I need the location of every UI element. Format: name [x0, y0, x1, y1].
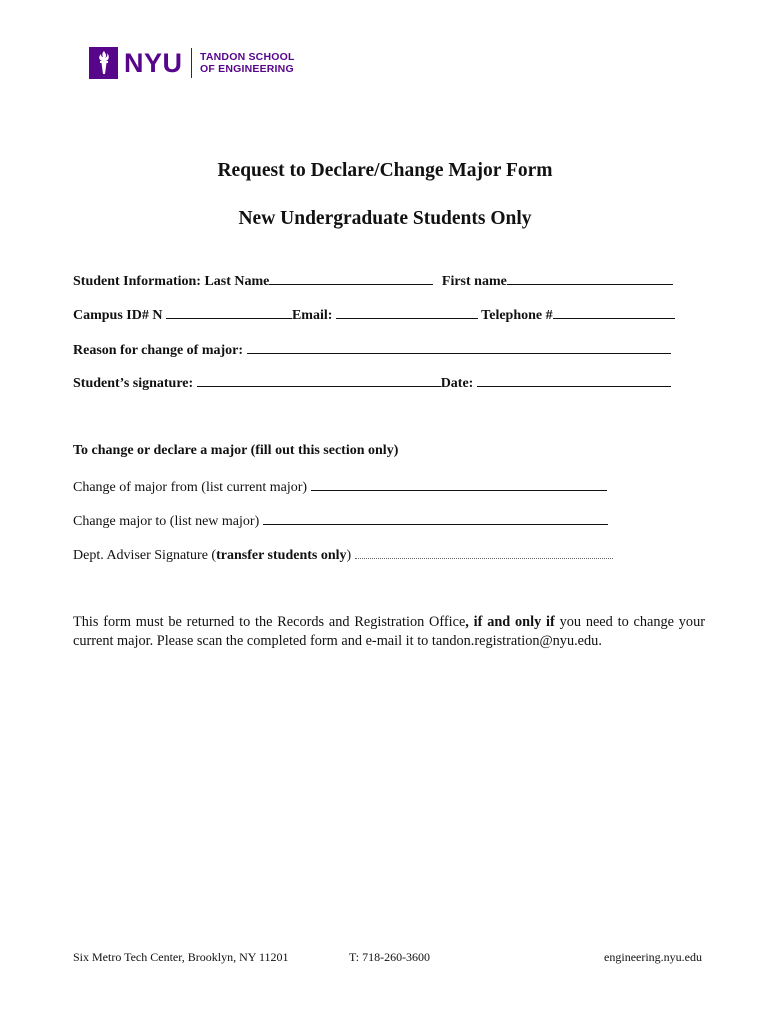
change-from-row [73, 477, 607, 497]
reason-row [73, 340, 671, 360]
campus-id-field[interactable] [166, 305, 292, 319]
change-to-field[interactable] [263, 511, 608, 525]
signature-field[interactable] [197, 373, 441, 387]
nyu-tandon-logo [89, 47, 295, 79]
instructions-part2: , if and only if [465, 614, 555, 630]
footer-phone: T: 718-260-3600 [349, 950, 431, 964]
change-from-field[interactable] [311, 477, 607, 491]
first-name-field[interactable] [507, 271, 673, 285]
reason-label: Reason for change of major: [73, 343, 244, 358]
change-to-row [73, 511, 608, 531]
change-from-label: Change of major from (list current major) [73, 480, 308, 495]
last-name-field[interactable] [269, 271, 433, 285]
instructions-part1: This form must be returned to the Records and Registration Office [73, 614, 466, 630]
major-section-heading: To change or declare a major (fill out this section only) [73, 443, 399, 458]
campus-id-label: Campus ID# N [73, 308, 163, 323]
footer-website: engineering.nyu.edu [604, 950, 702, 964]
adviser-label-bold: transfer students only [216, 548, 347, 563]
instructions-part3: you need to change your current major. Please scan the completed form and e-mail it to tandon.registration@nyu.edu. [73, 614, 705, 649]
school-name-line2: OF ENGINEERING [200, 63, 294, 75]
last-name-label: Student Information: Last Name [73, 274, 270, 289]
date-label: Date: [440, 376, 474, 391]
contact-row [73, 305, 675, 325]
telephone-field[interactable] [553, 305, 675, 319]
adviser-label-prefix: Dept. Adviser Signature ( [73, 548, 217, 563]
date-field[interactable] [477, 373, 671, 387]
telephone-label: Telephone # [481, 308, 553, 323]
adviser-label-suffix: ) [346, 548, 352, 563]
change-to-label: Change major to (list new major) [73, 514, 260, 529]
footer-address: Six Metro Tech Center, Brooklyn, NY 11201 [73, 950, 289, 964]
email-field[interactable] [336, 305, 478, 319]
first-name-label: First name [441, 274, 507, 289]
name-row [73, 271, 673, 291]
signature-row [73, 373, 671, 393]
reason-field[interactable] [247, 340, 671, 354]
email-label: Email: [291, 308, 333, 323]
instructions-paragraph [73, 613, 705, 651]
logo-divider [191, 48, 193, 78]
school-name-line1: TANDON SCHOOL [200, 51, 295, 63]
form-subtitle: New Undergraduate Students Only [238, 208, 532, 229]
adviser-row [73, 545, 613, 565]
adviser-signature-field[interactable] [355, 545, 613, 559]
form-title: Request to Declare/Change Major Form [217, 160, 553, 181]
school-name [200, 51, 295, 75]
torch-icon [89, 47, 118, 79]
nyu-wordmark: NYU [124, 48, 183, 78]
signature-label: Student’s signature: [73, 376, 194, 391]
